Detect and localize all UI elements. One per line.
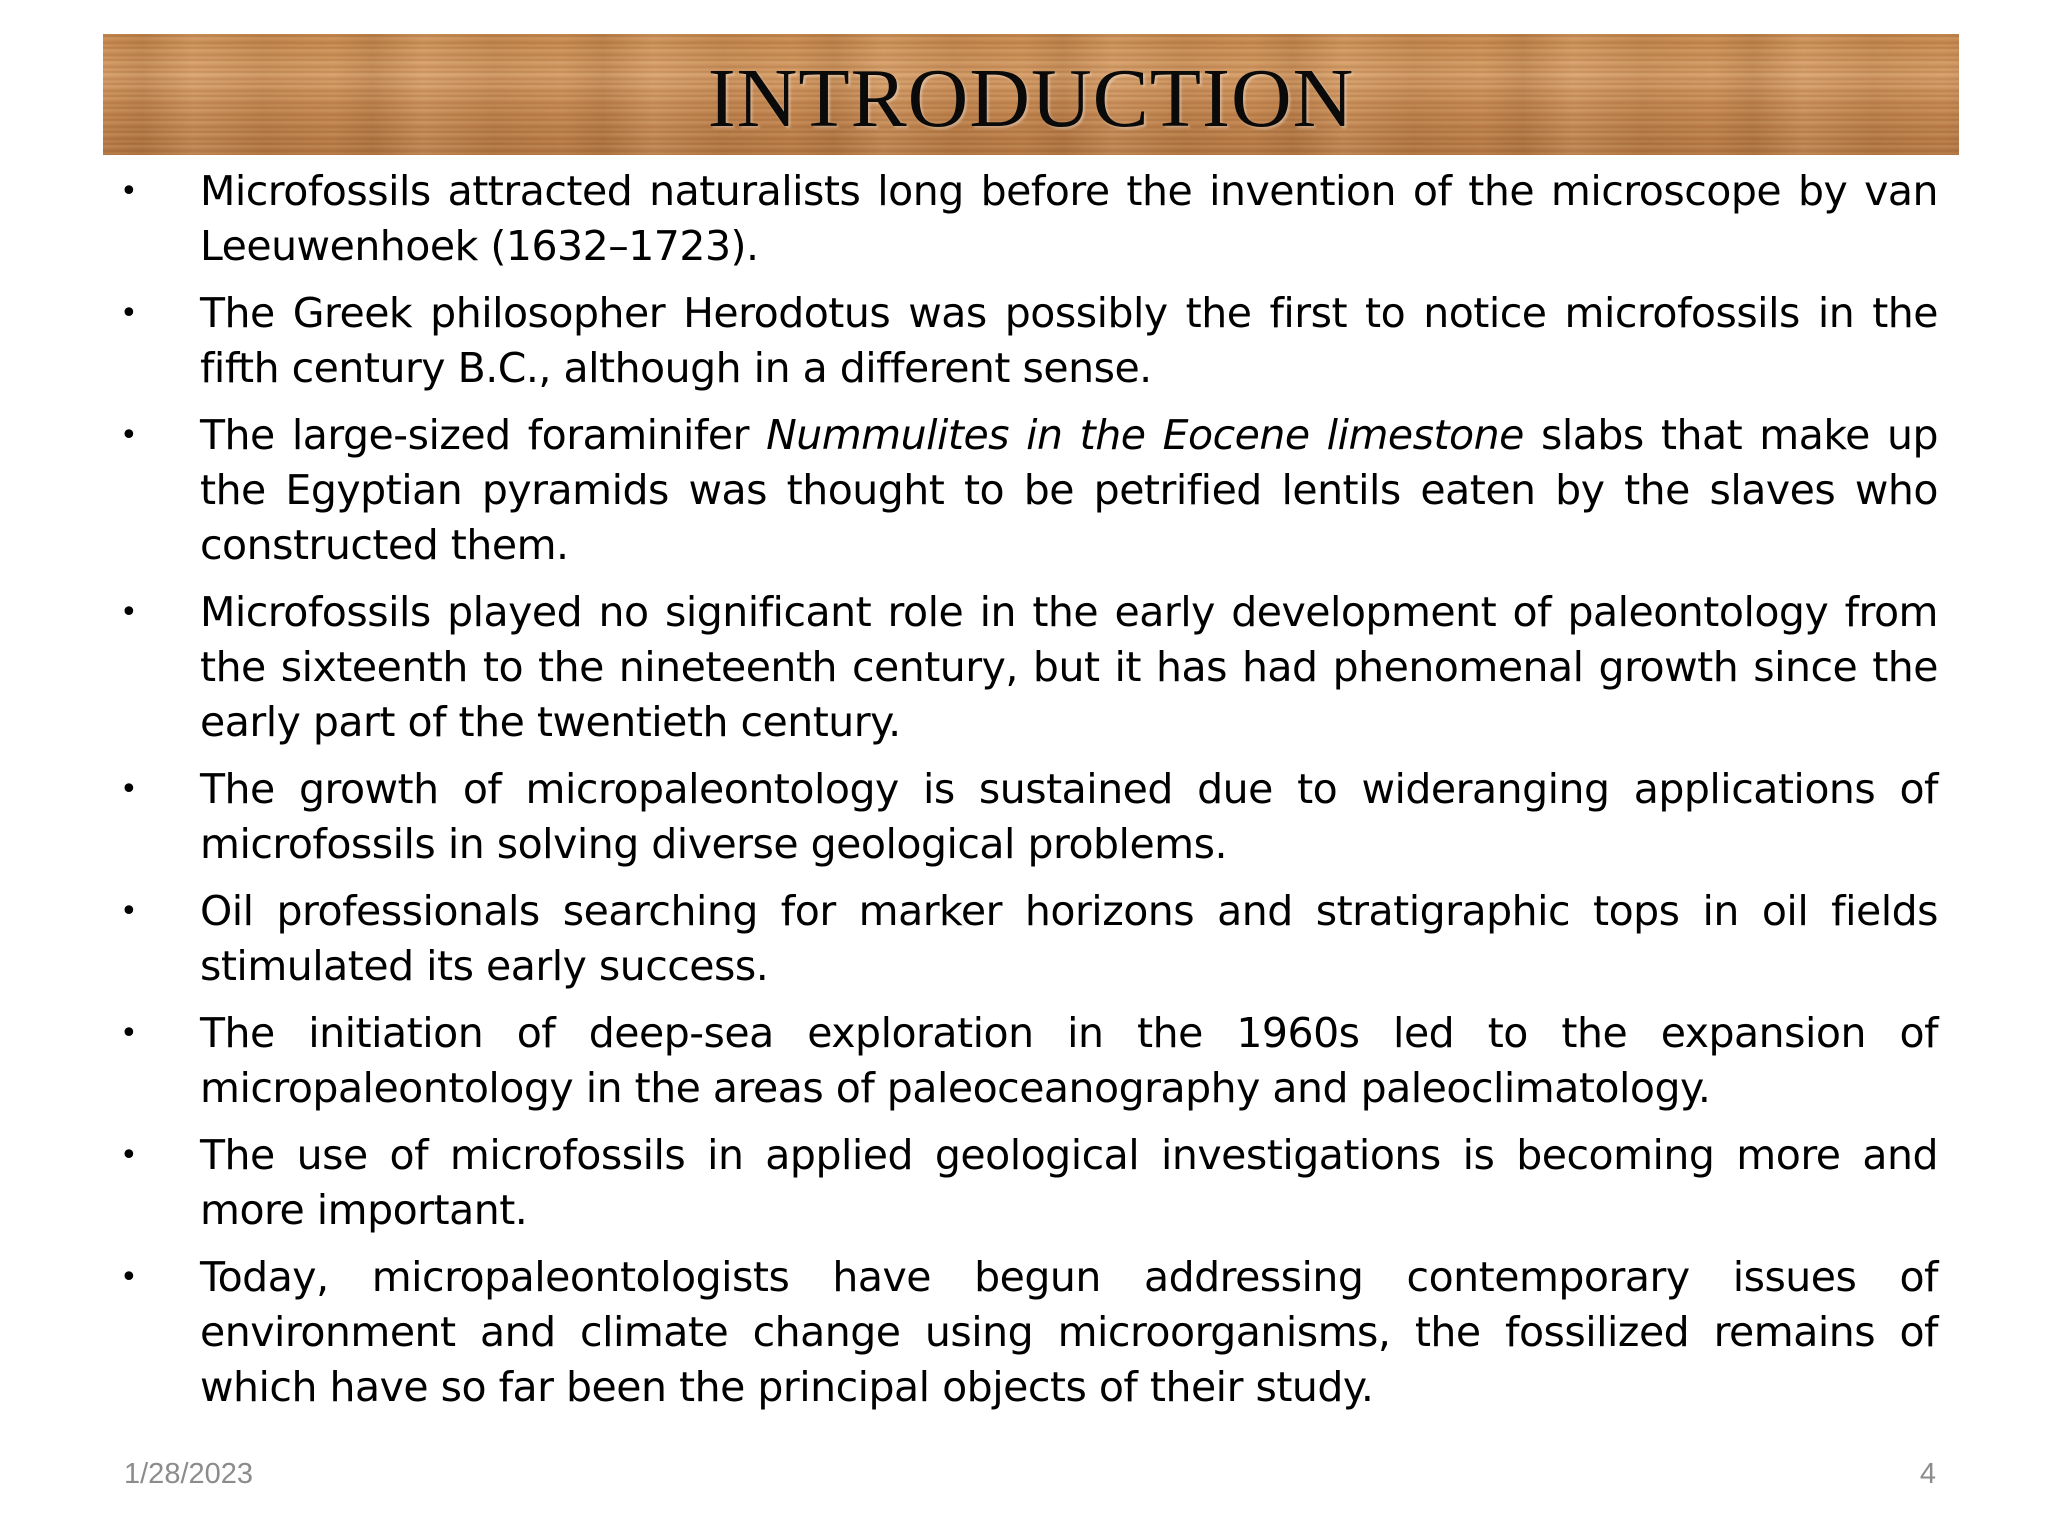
bullet-text: The Greek philosopher Herodotus was possibly the first to notice microfossils in the fifth century B.C., although in a different sense. bbox=[200, 289, 1938, 392]
bullet-text: The growth of micropaleontology is sustained due to wideranging applications of microfossils in solving diverse geological problems. bbox=[200, 765, 1938, 868]
slide-title: INTRODUCTION bbox=[707, 52, 1355, 145]
bullet-item-9 bbox=[120, 1250, 1938, 1415]
bullet-icon: • bbox=[120, 595, 138, 630]
bullet-item-1 bbox=[120, 164, 1938, 274]
page-number: 4 bbox=[1919, 1458, 1936, 1490]
bullet-item-3 bbox=[120, 408, 1938, 573]
bullet-icon: • bbox=[120, 1016, 138, 1051]
bullet-text: The use of microfossils in applied geological investigations is becoming more and more important. bbox=[200, 1131, 1938, 1234]
bullet-text: Microfossils attracted naturalists long before the invention of the microscope by van Leeuwenhoek (1632–1723). bbox=[200, 167, 1938, 270]
bullet-icon: • bbox=[120, 174, 138, 209]
bullet-text: The initiation of deep-sea exploration in the 1960s led to the expansion of micropaleontology in the areas of paleoceanography and paleoclimatology. bbox=[200, 1009, 1938, 1112]
bullet-icon: • bbox=[120, 894, 138, 929]
bullet-icon: • bbox=[120, 1138, 138, 1173]
bullet-item-5 bbox=[120, 762, 1938, 872]
title-banner bbox=[103, 34, 1959, 155]
footer-date: 1/28/2023 bbox=[124, 1458, 254, 1490]
bullet-icon: • bbox=[120, 1260, 138, 1295]
bullet-icon: • bbox=[120, 296, 138, 331]
bullet-text-part: The large-sized foraminifer bbox=[200, 411, 767, 459]
bullet-text: Microfossils played no significant role in the early development of paleontology from the sixteenth to the nineteenth century, but it has had phenomenal growth since the early part of the twentieth century. bbox=[200, 588, 1938, 746]
bullet-italic-text: Nummulites in the Eocene limestone bbox=[766, 411, 1524, 459]
bullet-icon: • bbox=[120, 418, 138, 453]
bullet-text: Oil professionals searching for marker horizons and stratigraphic tops in oil fields stimulated its early success. bbox=[200, 887, 1938, 990]
bullet-list bbox=[120, 164, 1938, 1427]
bullet-item-2 bbox=[120, 286, 1938, 396]
bullet-text: Today, micropaleontologists have begun addressing contemporary issues of environment and climate change using microorganisms, the fossilized remains of which have so far been the principal objects of their study. bbox=[200, 1253, 1938, 1411]
bullet-item-8 bbox=[120, 1128, 1938, 1238]
bullet-icon: • bbox=[120, 772, 138, 807]
bullet-item-4 bbox=[120, 585, 1938, 750]
bullet-text-part: slabs that make up the Egyptian pyramids was thought to be petrified lentils eaten by the slaves who constructed them. bbox=[200, 411, 1938, 569]
bullet-item-6 bbox=[120, 884, 1938, 994]
bullet-item-7 bbox=[120, 1006, 1938, 1116]
